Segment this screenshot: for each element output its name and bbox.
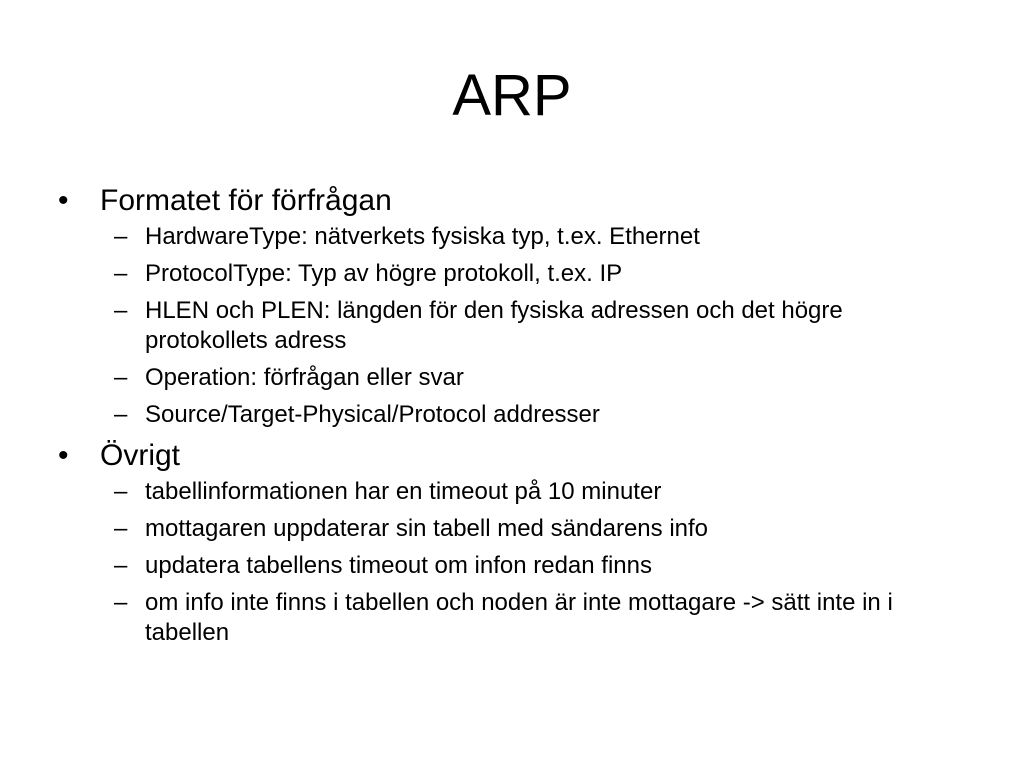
sub-bullet-item <box>58 363 958 393</box>
sub-bullet-text: HardwareType: nätverkets fysiska typ, t.ex. Ethernet <box>145 223 700 250</box>
sub-bullet-item <box>58 296 958 356</box>
sub-bullet-text: om info inte finns i tabellen och noden är inte mottagare -> sätt inte in i tabellen <box>145 589 893 646</box>
bullet-text: Formatet för förfrågan <box>100 184 392 217</box>
dash-marker: – <box>114 401 128 428</box>
sub-bullet-item <box>58 222 958 252</box>
dash-marker: – <box>114 552 128 579</box>
dash-marker: – <box>114 260 128 287</box>
bullet-marker: • <box>58 184 69 217</box>
dash-marker: – <box>114 589 128 616</box>
sub-bullet-text: tabellinformationen har en timeout på 10 minuter <box>145 478 662 505</box>
sub-bullet-text: Source/Target-Physical/Protocol addresser <box>145 401 600 428</box>
dash-marker: – <box>114 478 128 505</box>
sub-bullet-item <box>58 400 958 430</box>
sub-bullet-item <box>58 588 958 648</box>
slide-content <box>58 182 958 655</box>
dash-marker: – <box>114 297 128 324</box>
dash-marker: – <box>114 223 128 250</box>
sub-bullet-item <box>58 477 958 507</box>
bullet-item <box>58 182 958 220</box>
sub-bullet-text: mottagaren uppdaterar sin tabell med sändarens info <box>145 515 709 542</box>
slide-title: ARP <box>452 63 572 128</box>
sub-bullet-text: ProtocolType: Typ av högre protokoll, t.ex. IP <box>145 260 623 287</box>
sub-bullet-text: Operation: förfrågan eller svar <box>145 364 464 391</box>
sub-bullet-item <box>58 551 958 581</box>
sub-bullet-item <box>58 259 958 289</box>
sub-bullet-text: HLEN och PLEN: längden för den fysiska adressen och det högre protokollets adress <box>145 297 843 354</box>
sub-bullet-text: updatera tabellens timeout om infon redan finns <box>145 552 652 579</box>
dash-marker: – <box>114 515 128 542</box>
dash-marker: – <box>114 364 128 391</box>
bullet-item <box>58 437 958 475</box>
bullet-text: Övrigt <box>100 439 181 472</box>
sub-bullet-item <box>58 514 958 544</box>
bullet-marker: • <box>58 439 69 472</box>
